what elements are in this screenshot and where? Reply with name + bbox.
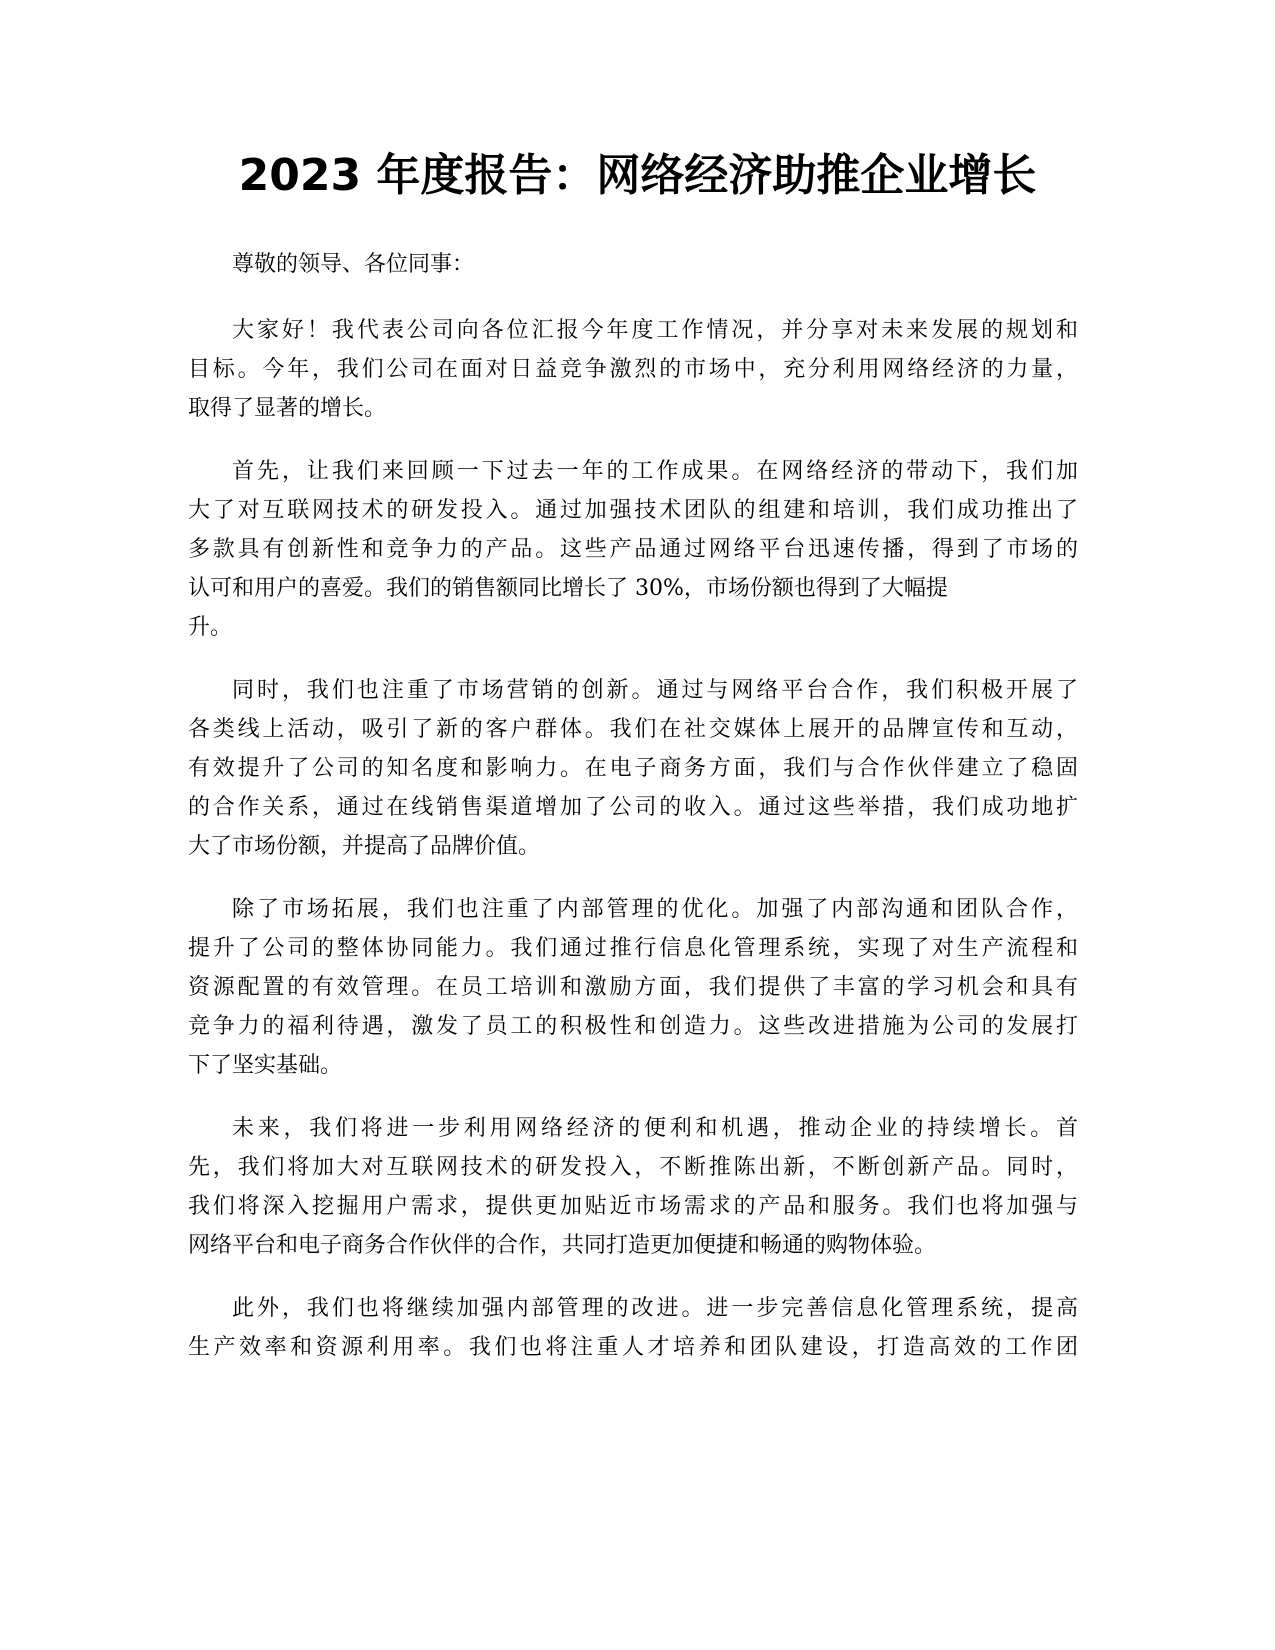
- paragraph-management: [188, 890, 1078, 1085]
- document-body: [188, 245, 1078, 1391]
- paragraph-line: 大了对互联网技术的研发投入。通过加强技术团队的组建和培训，我们成功推出了: [188, 498, 1078, 523]
- paragraph-line: 生产效率和资源利用率。我们也将注重人才培养和团队建设，打造高效的工作团: [188, 1335, 1078, 1360]
- paragraph-line: 升。: [188, 615, 233, 640]
- paragraph-line: 认可和用户的喜爱。我们的销售额同比增长了 30%，市场份额也得到了大幅提: [188, 576, 948, 601]
- paragraph-line: 各类线上活动，吸引了新的客户群体。我们在社交媒体上展开的品牌宣传和互动，: [188, 717, 1078, 742]
- paragraph-marketing: [188, 671, 1078, 866]
- paragraph-line: 我们将深入挖掘用户需求，提供更加贴近市场需求的产品和服务。我们也将加强与: [188, 1194, 1078, 1219]
- paragraph-line: 提升了公司的整体协同能力。我们通过推行信息化管理系统，实现了对生产流程和: [188, 936, 1078, 961]
- paragraph-line: 网络平台和电子商务合作伙伴的合作，共同打造更加便捷和畅通的购物体验。: [188, 1233, 937, 1258]
- paragraph-line: 首先，让我们来回顾一下过去一年的工作成果。在网络经济的带动下，我们加: [232, 459, 1078, 484]
- page-title: 2023 年度报告：网络经济助推企业增长: [238, 150, 1037, 201]
- paragraph-line: 同时，我们也注重了市场营销的创新。通过与网络平台合作，我们积极开展了: [232, 678, 1078, 703]
- paragraph-line: 的合作关系，通过在线销售渠道增加了公司的收入。通过这些举措，我们成功地扩: [188, 795, 1078, 820]
- paragraph-line: 多款具有创新性和竞争力的产品。这些产品通过网络平台迅速传播，得到了市场的: [188, 537, 1078, 562]
- paragraph-line: 目标。今年，我们公司在面对日益竞争激烈的市场中，充分利用网络经济的力量，: [188, 357, 1078, 382]
- paragraph-future: [188, 1109, 1078, 1265]
- paragraph-line: 大家好！我代表公司向各位汇报今年度工作情况，并分享对未来发展的规划和: [232, 318, 1078, 343]
- paragraph-line: 大了市场份额，并提高了品牌价值。: [188, 834, 541, 859]
- paragraph-achievements: [188, 452, 1078, 647]
- paragraph-intro: [188, 311, 1078, 428]
- paragraph-line: 先，我们将加大对互联网技术的研发投入，不断推陈出新，不断创新产品。同时，: [188, 1155, 1078, 1180]
- paragraph-internal: [188, 1289, 1078, 1367]
- paragraph-line: 竞争力的福利待遇，激发了员工的积极性和创造力。这些改进措施为公司的发展打: [188, 1014, 1078, 1039]
- paragraph-line: 有效提升了公司的知名度和影响力。在电子商务方面，我们与合作伙伴建立了稳固: [188, 756, 1078, 781]
- paragraph-line: 除了市场拓展，我们也注重了内部管理的优化。加强了内部沟通和团队合作，: [232, 897, 1078, 922]
- paragraph-line: 未来，我们将进一步利用网络经济的便利和机遇，推动企业的持续增长。首: [232, 1116, 1078, 1141]
- paragraph-line: 下了坚实基础。: [188, 1053, 343, 1078]
- paragraph-line: 此外，我们也将继续加强内部管理的改进。进一步完善信息化管理系统，提高: [232, 1296, 1078, 1321]
- paragraph-line: 资源配置的有效管理。在员工培训和激励方面，我们提供了丰富的学习机会和具有: [188, 975, 1078, 1000]
- salutation: 尊敬的领导、各位同事：: [232, 252, 475, 277]
- paragraph-line: 取得了显著的增长。: [188, 396, 387, 421]
